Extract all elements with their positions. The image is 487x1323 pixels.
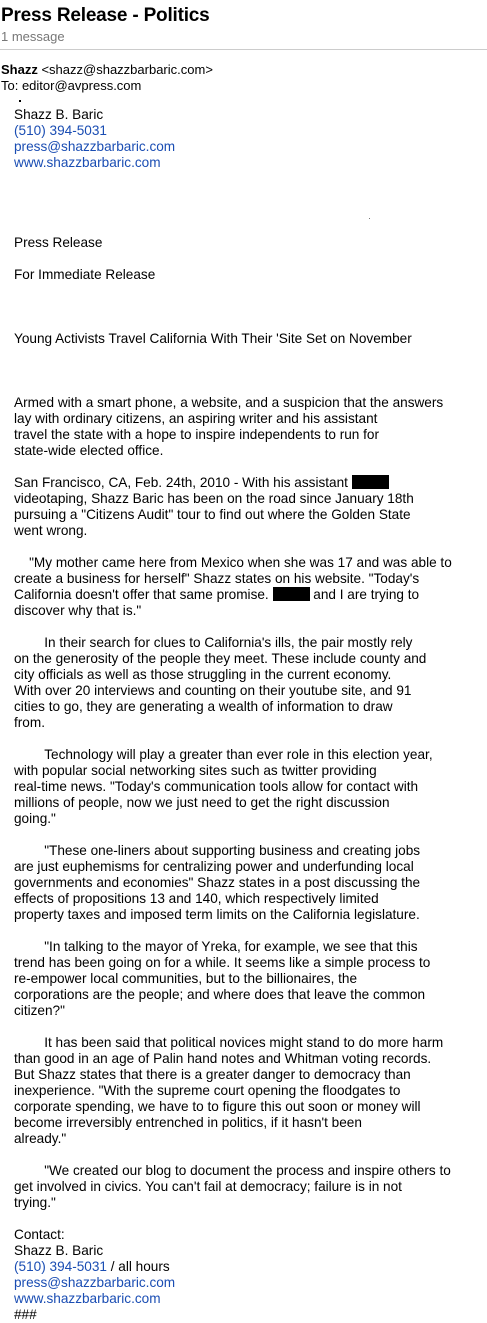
email-body [14, 107, 484, 1323]
release-headline: Young Activists Travel California With Their 'Site Set on November [14, 331, 412, 346]
phone-link-top[interactable]: (510) 394-5031 [14, 123, 107, 138]
website-link-bottom[interactable]: www.shazzbarbaric.com [14, 1291, 161, 1306]
paragraph-6: "These one-liners about supporting business and creating jobs are just euphemisms for centralizing power and underfunding local governments and economies" Shazz states in a post discussing the effects of propositions 13 and 140, which respectively limited property taxes and imposed term limits on the California legislature. [14, 843, 421, 922]
contact-label: Contact: [14, 1227, 65, 1242]
sender-line [1, 62, 213, 77]
recipient-line: To: editor@avpress.com [1, 78, 142, 93]
paragraph-8: It has been said that political novices might stand to do more harm than good in an age of Palin hand notes and Whitman voting records. But Shazz states that there is a greater danger to democracy than inexperience. "With the supreme court opening the floodgates to corporate spending, we have to to figure this out soon or money will become irreversibly entrenched in politics, if it hasn't been already." [14, 1035, 444, 1146]
redaction-box [352, 475, 389, 489]
redaction-box [273, 587, 310, 601]
phone-link-bottom[interactable]: (510) 394-5031 [14, 1259, 107, 1274]
email-subject: Press Release - Politics [1, 5, 210, 26]
paragraph-9: "We created our blog to document the process and inspire others to get involved in civics. You can't fail at democracy; failure is in not trying." [14, 1163, 451, 1210]
stray-dot [19, 100, 21, 102]
contact-name-bottom: Shazz B. Baric [14, 1243, 104, 1258]
paragraph-7: "In talking to the mayor of Yreka, for example, we see that this trend has been going on for a while. It seems like a simple process to re-empower local communities, but to the billionaires, the corporations are the people; and where does that leave the common citizen?" [14, 939, 431, 1018]
contact-name-top: Shazz B. Baric [14, 107, 104, 122]
paragraph-2: San Francisco, CA, Feb. 24th, 2010 - With his assistant videotaping, Shazz Baric has been on the road since January 18th pursuing a "Citizens Audit" tour to find out where the Golden State went wrong. [14, 475, 414, 538]
sender-email[interactable]: <shazz@shazzbarbaric.com> [41, 62, 213, 77]
paragraph-4: In their search for clues to California's ills, the pair mostly rely on the generosity of the people they meet. These include county and city officials as well as those struggling in the current economy. With over 20 interviews and counting on their youtube site, and 91 cities to go, they are generating a wealth of information to draw from. [14, 635, 427, 730]
paragraph-1: Armed with a smart phone, a website, and a suspicion that the answers lay with ordinary citizens, an aspiring writer and his assistant travel the state with a hope to inspire independents to run for state-wide elected office. [14, 395, 444, 458]
phone-availability: / all hours [106, 1259, 170, 1274]
press-release-label: Press Release [14, 235, 103, 250]
paragraph-3: "My mother came here from Mexico when she was 17 and was able to create a business for herself" Shazz states on his website. "Today's California doesn't offer that same promise. and I are trying to discover why that is." [14, 555, 452, 618]
message-count: 1 message [1, 29, 65, 44]
paragraph-5: Technology will play a greater than ever role in this election year, with popular social networking sites such as twitter providing real-time news. "Today's communication tools allow for contact with millions of people, now we just need to get the right discussion going." [14, 747, 433, 826]
end-mark: ### [14, 1307, 37, 1322]
website-link-top[interactable]: www.shazzbarbaric.com [14, 155, 161, 170]
header-divider [0, 49, 487, 50]
sender-name[interactable]: Shazz [1, 62, 38, 77]
email-link-top[interactable]: press@shazzbarbaric.com [14, 139, 176, 154]
release-timing: For Immediate Release [14, 267, 156, 282]
email-link-bottom[interactable]: press@shazzbarbaric.com [14, 1275, 176, 1290]
